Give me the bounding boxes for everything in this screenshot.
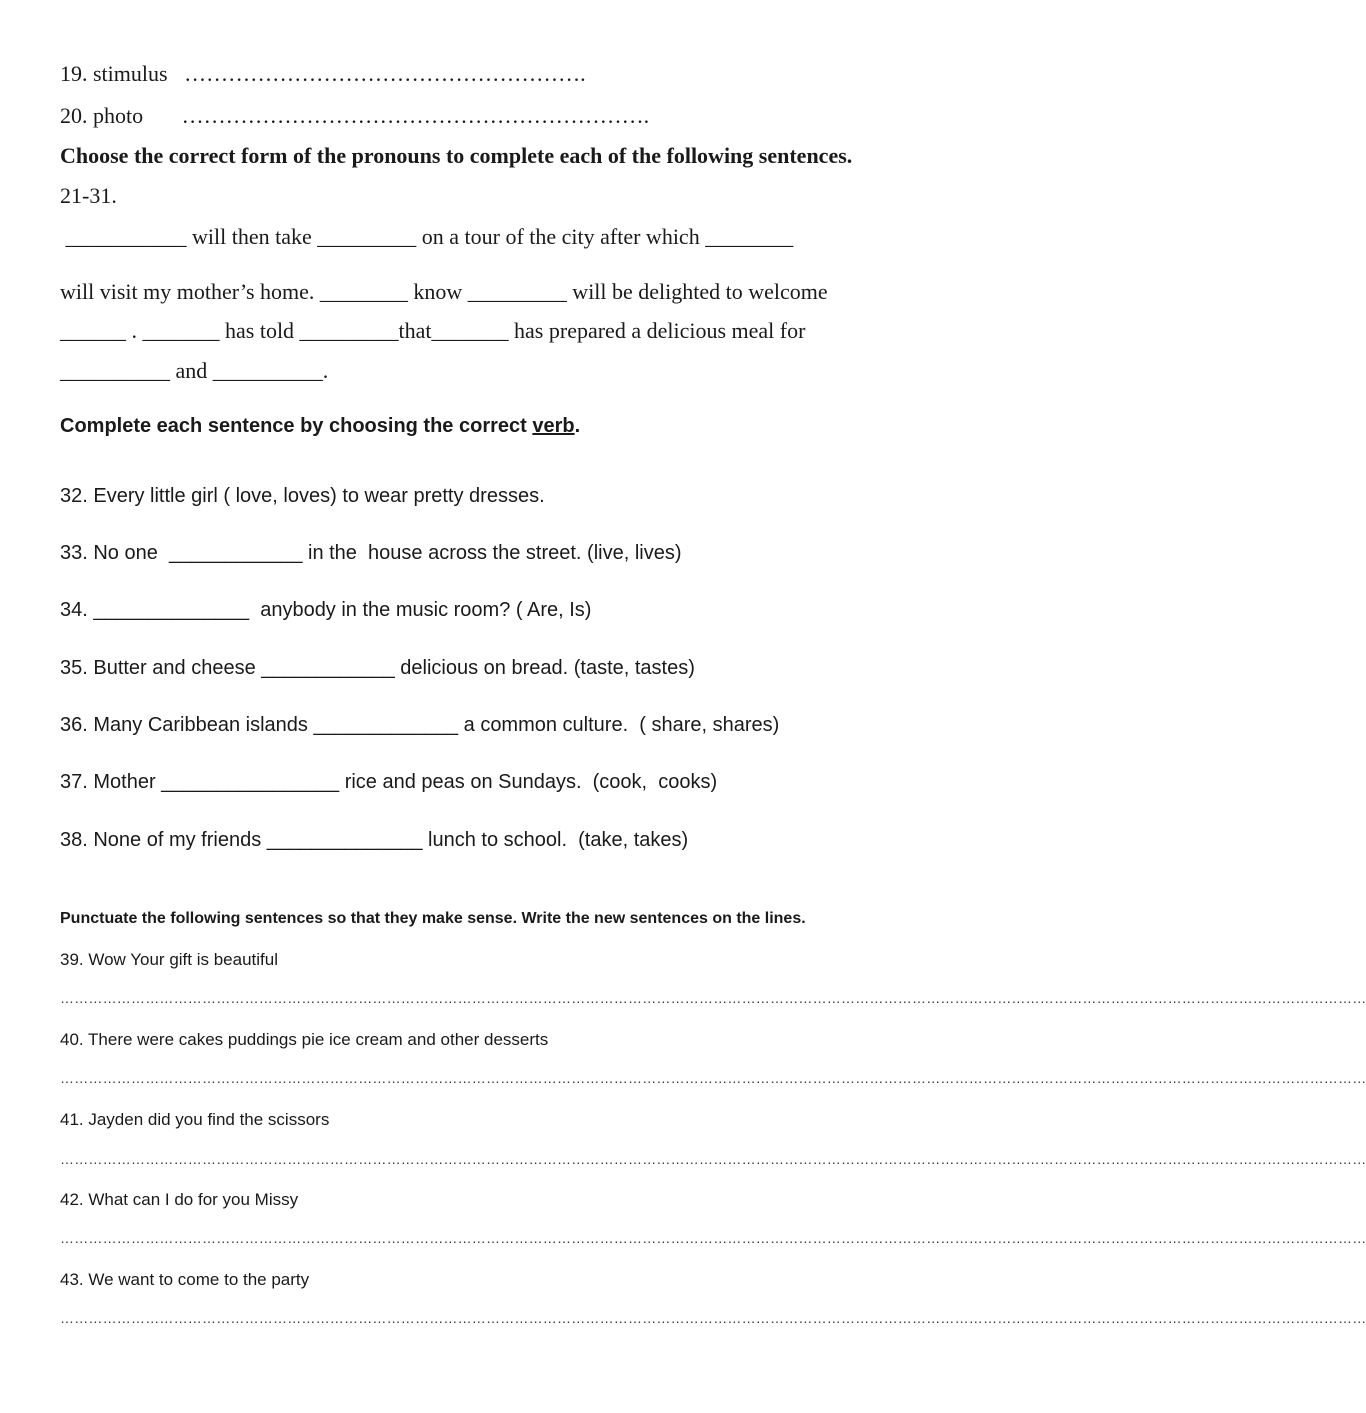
item-20	[60, 105, 649, 127]
answer-line-42[interactable]: ……………………………………………………………………………………………………………………………………………………………………………………………………………………………………………………	[60, 1230, 1366, 1246]
punct-item-42: 42. What can I do for you Missy	[60, 1190, 299, 1209]
item-19-label: 19. stimulus	[60, 61, 168, 86]
verb-item-33[interactable]: 33. No one ____________ in the house across the street. (live, lives)	[60, 542, 682, 564]
item-20-answer-line[interactable]: ……………………………………………………….	[181, 103, 650, 128]
verb-item-35[interactable]: 35. Butter and cheese ____________ delicious on bread. (taste, tastes)	[60, 657, 695, 679]
verb-item-36[interactable]: 36. Many Caribbean islands _____________ a common culture. ( share, shares)	[60, 714, 780, 736]
item-19	[60, 63, 586, 85]
pronouns-line-1[interactable]: ___________ will then take _________ on a tour of the city after which ________	[60, 224, 794, 249]
punct-item-40: 40. There were cakes puddings pie ice cream and other desserts	[60, 1030, 549, 1049]
pronouns-heading: Choose the correct form of the pronouns to complete each of the following sentences.	[60, 143, 853, 168]
answer-line-39[interactable]: ……………………………………………………………………………………………………………………………………………………………………………………………………………………………………………………	[60, 990, 1366, 1006]
item-20-label: 20. photo	[60, 103, 144, 128]
punct-item-39: 39. Wow Your gift is beautiful	[60, 950, 278, 969]
answer-line-43[interactable]: ……………………………………………………………………………………………………………………………………………………………………………………………………………………………………………………	[60, 1310, 1366, 1326]
pronouns-line-3[interactable]: ______ . _______ has told _________that_______ has prepared a delicious meal for	[60, 318, 806, 343]
punct-item-43: 43. We want to come to the party	[60, 1270, 310, 1289]
verb-underlined: verb	[532, 415, 575, 437]
punct-item-41: 41. Jayden did you find the scissors	[60, 1110, 330, 1129]
item-19-answer-line[interactable]: ……………………………………………….	[184, 61, 586, 86]
answer-line-40[interactable]: ……………………………………………………………………………………………………………………………………………………………………………………………………………………………………………………	[60, 1070, 1366, 1086]
verb-item-37[interactable]: 37. Mother ________________ rice and peas on Sundays. (cook, cooks)	[60, 771, 718, 793]
pronouns-range: 21-31.	[60, 183, 117, 208]
verb-item-38[interactable]: 38. None of my friends ______________ lunch to school. (take, takes)	[60, 829, 689, 851]
pronouns-line-2[interactable]: will visit my mother’s home. ________ know _________ will be delighted to welcome	[60, 279, 828, 304]
verb-item-34[interactable]: 34. ______________ anybody in the music room? ( Are, Is)	[60, 599, 592, 621]
answer-line-41[interactable]: ……………………………………………………………………………………………………………………………………………………………………………………………………………………………………………………	[60, 1151, 1366, 1167]
punctuate-heading: Punctuate the following sentences so that they make sense. Write the new sentences on the lines.	[60, 910, 806, 927]
verb-item-32[interactable]: 32. Every little girl ( love, loves) to wear pretty dresses.	[60, 485, 545, 507]
pronouns-line-4[interactable]: __________ and __________.	[60, 358, 329, 383]
verbs-heading: Complete each sentence by choosing the correct verb.	[60, 415, 581, 437]
